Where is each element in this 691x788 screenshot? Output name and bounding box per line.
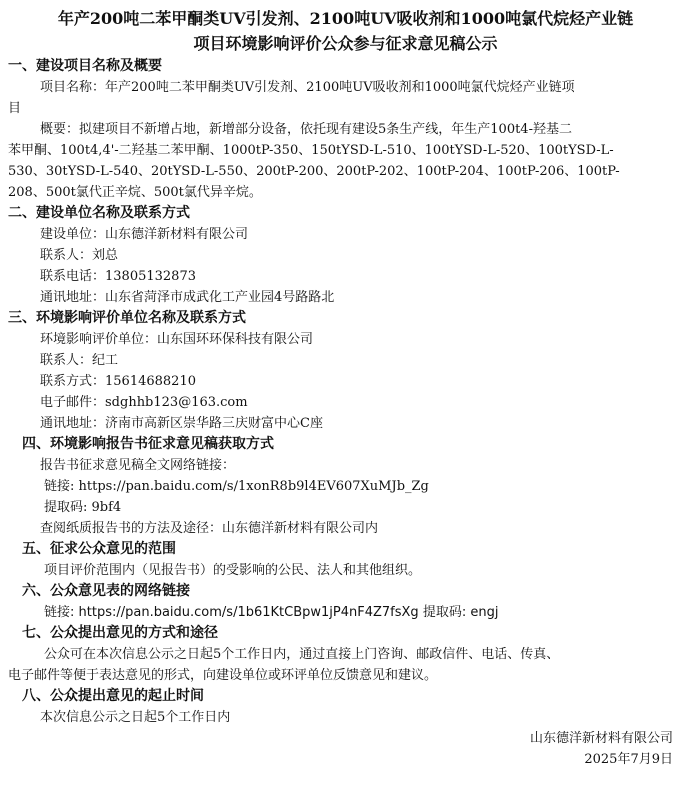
report-link[interactable]: 链接: https://pan.baidu.com/s/1xonR8b9l4EV607XuMJb_Zg — [44, 479, 429, 494]
period-text: 本次信息公示之日起5个工作日内 — [40, 710, 231, 725]
summary-line-2: 苯甲酮、100t4,4'-二羟基二苯甲酮、1000tP-350、150tYSD-L-510、100tYSD-L-520、100tYSD-L- — [8, 143, 614, 158]
opinion-form-link[interactable]: 链接: https://pan.baidu.com/s/1b61KtCBpw1jP4nF4Z7fsXg 提取码: engj — [44, 605, 499, 620]
project-name-line-2: 目 — [8, 101, 22, 116]
eia-contact: 联系人：纪工 — [40, 353, 119, 368]
section-2-heading: 二、建设单位名称及联系方式 — [8, 205, 190, 221]
project-name-line-1: 项目名称：年产200吨二苯甲酮类UV引发剂、2100吨UV吸收剂和1000吨氯代烷烃产业链项 — [40, 80, 575, 95]
method-line-2: 电子邮件等便于表达意见的形式，向建设单位或环评单位反馈意见和建议。 — [8, 668, 438, 683]
method-line-1: 公众可在本次信息公示之日起5个工作日内，通过直接上门咨询、邮政信件、电话、传真、 — [44, 647, 560, 662]
eia-address: 通讯地址：济南市高新区崇华路三庆财富中心C座 — [40, 416, 323, 431]
paper-report-access: 查阅纸质报告书的方法及途径：山东德洋新材料有限公司内 — [40, 521, 379, 536]
signature-date: 2025年7月9日 — [584, 752, 673, 767]
summary-line-3: 530、30tYSD-L-540、20tYSD-L-550、200tP-200、200tP-202、100tP-204、100tP-206、100tP- — [8, 164, 620, 179]
section-8-heading: 八、公众提出意见的起止时间 — [22, 688, 204, 704]
section-3-heading: 三、环境影响评价单位名称及联系方式 — [8, 310, 246, 326]
summary-line-4: 208、500t氯代正辛烷、500t氯代异辛烷。 — [8, 185, 262, 200]
title-line-2: 项目环境影响评价公众参与征求意见稿公示 — [193, 34, 498, 53]
eia-email: 电子邮件：sdghhb123@163.com — [40, 395, 248, 410]
scope-text: 项目评价范围内（见报告书）的受影响的公民、法人和其他组织。 — [44, 563, 422, 578]
summary-line-1: 概要：拟建项目不新增占地，新增部分设备，依托现有建设5条生产线，年生产100t4-羟基二 — [40, 122, 572, 137]
builder-unit: 建设单位：山东德洋新材料有限公司 — [40, 227, 249, 242]
eia-phone: 联系方式：15614688210 — [40, 374, 196, 389]
title-line-1: 年产200吨二苯甲酮类UV引发剂、2100吨UV吸收剂和1000吨氯代烷烃产业链 — [57, 9, 634, 28]
builder-phone: 联系电话：13805132873 — [40, 269, 196, 284]
builder-contact: 联系人：刘总 — [40, 248, 119, 263]
section-7-heading: 七、公众提出意见的方式和途径 — [22, 625, 218, 641]
section-6-heading: 六、公众意见表的网络链接 — [22, 583, 190, 599]
section-4-heading: 四、环境影响报告书征求意见稿获取方式 — [22, 436, 274, 452]
signature-company: 山东德洋新材料有限公司 — [529, 731, 673, 746]
builder-address: 通讯地址：山东省菏泽市成武化工产业园4号路路北 — [40, 290, 335, 305]
report-link-label: 报告书征求意见稿全文网络链接： — [40, 458, 236, 473]
section-1-heading: 一、建设项目名称及概要 — [8, 58, 162, 74]
section-5-heading: 五、征求公众意见的范围 — [22, 541, 176, 557]
eia-unit: 环境影响评价单位：山东国环环保科技有限公司 — [40, 332, 314, 347]
report-extract-code: 提取码: 9bf4 — [44, 500, 122, 515]
